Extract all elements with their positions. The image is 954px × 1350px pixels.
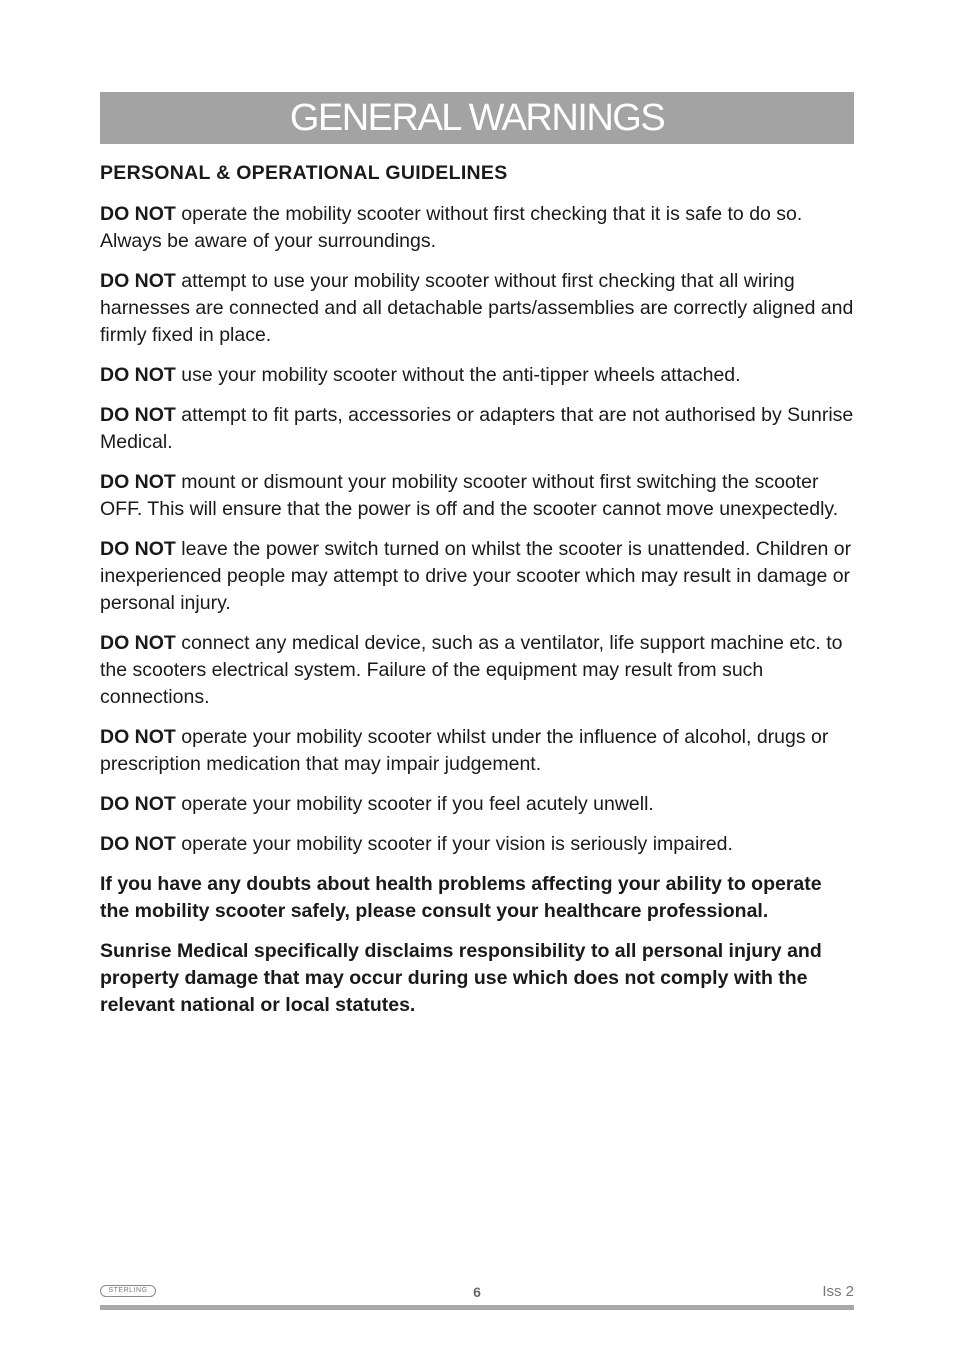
warning-lead: DO NOT xyxy=(100,538,176,560)
page-footer xyxy=(100,1282,854,1302)
page-number: 6 xyxy=(473,1284,481,1300)
warning-paragraph xyxy=(100,362,856,389)
warning-lead: DO NOT xyxy=(100,270,176,292)
footer-divider xyxy=(100,1305,854,1310)
warning-lead: DO NOT xyxy=(100,833,176,855)
warning-paragraph xyxy=(100,791,856,818)
warning-text: use your mobility scooter without the anti-tipper wheels attached. xyxy=(175,364,741,386)
warning-paragraph xyxy=(100,831,856,858)
warning-text: connect any medical device, such as a ventilator, life support machine etc. to the scooters electrical system. Failure of the equipment may result from such connections. xyxy=(100,632,843,708)
warning-text: operate your mobility scooter if you feel acutely unwell. xyxy=(175,793,654,815)
warning-text: operate your mobility scooter whilst under the influence of alcohol, drugs or prescription medication that may impair judgement. xyxy=(100,726,829,775)
warning-lead: DO NOT xyxy=(100,632,176,654)
sterling-logo: STERLING xyxy=(100,1285,156,1297)
warning-text: mount or dismount your mobility scooter without first switching the scooter OFF. This will ensure that the power is off and the scooter cannot move unexpectedly. xyxy=(100,471,839,520)
warning-paragraph xyxy=(100,201,856,255)
warning-text: operate your mobility scooter if your vision is seriously impaired. xyxy=(175,833,733,855)
warning-lead: DO NOT xyxy=(100,364,176,386)
health-notice: If you have any doubts about health problems affecting your ability to operate the mobility scooter safely, please consult your healthcare professional. xyxy=(100,873,822,922)
warning-lead: DO NOT xyxy=(100,726,176,748)
warning-paragraph xyxy=(100,469,856,523)
issue-label: Iss 2 xyxy=(822,1283,854,1300)
section-heading: PERSONAL & OPERATIONAL GUIDELINES xyxy=(100,162,508,184)
page-title-bar xyxy=(100,92,854,144)
warning-text: leave the power switch turned on whilst the scooter is unattended. Children or inexperienced people may attempt to drive your scooter which may result in damage or personal injury. xyxy=(100,538,852,614)
warning-lead: DO NOT xyxy=(100,471,176,493)
warning-paragraph xyxy=(100,536,856,617)
warning-paragraph xyxy=(100,724,856,778)
warning-lead: DO NOT xyxy=(100,793,176,815)
disclaimer-notice: Sunrise Medical specifically disclaims responsibility to all personal injury and property damage that may occur during use which does not comply with the relevant national or local statutes. xyxy=(100,940,822,1016)
warning-text: attempt to use your mobility scooter without first checking that all wiring harnesses are connected and all detachable parts/assemblies are correctly aligned and firmly fixed in place. xyxy=(100,270,854,346)
warning-lead: DO NOT xyxy=(100,203,176,225)
warning-text: attempt to fit parts, accessories or adapters that are not authorised by Sunrise Medical. xyxy=(100,404,854,453)
page-title: GENERAL WARNINGS xyxy=(289,96,665,139)
warning-paragraph xyxy=(100,268,856,349)
warning-lead: DO NOT xyxy=(100,404,176,426)
warnings-content xyxy=(100,160,856,1032)
warning-paragraph xyxy=(100,402,856,456)
warning-text: operate the mobility scooter without first checking that it is safe to do so. Always be aware of your surroundings. xyxy=(100,203,803,252)
warning-paragraph xyxy=(100,630,856,711)
